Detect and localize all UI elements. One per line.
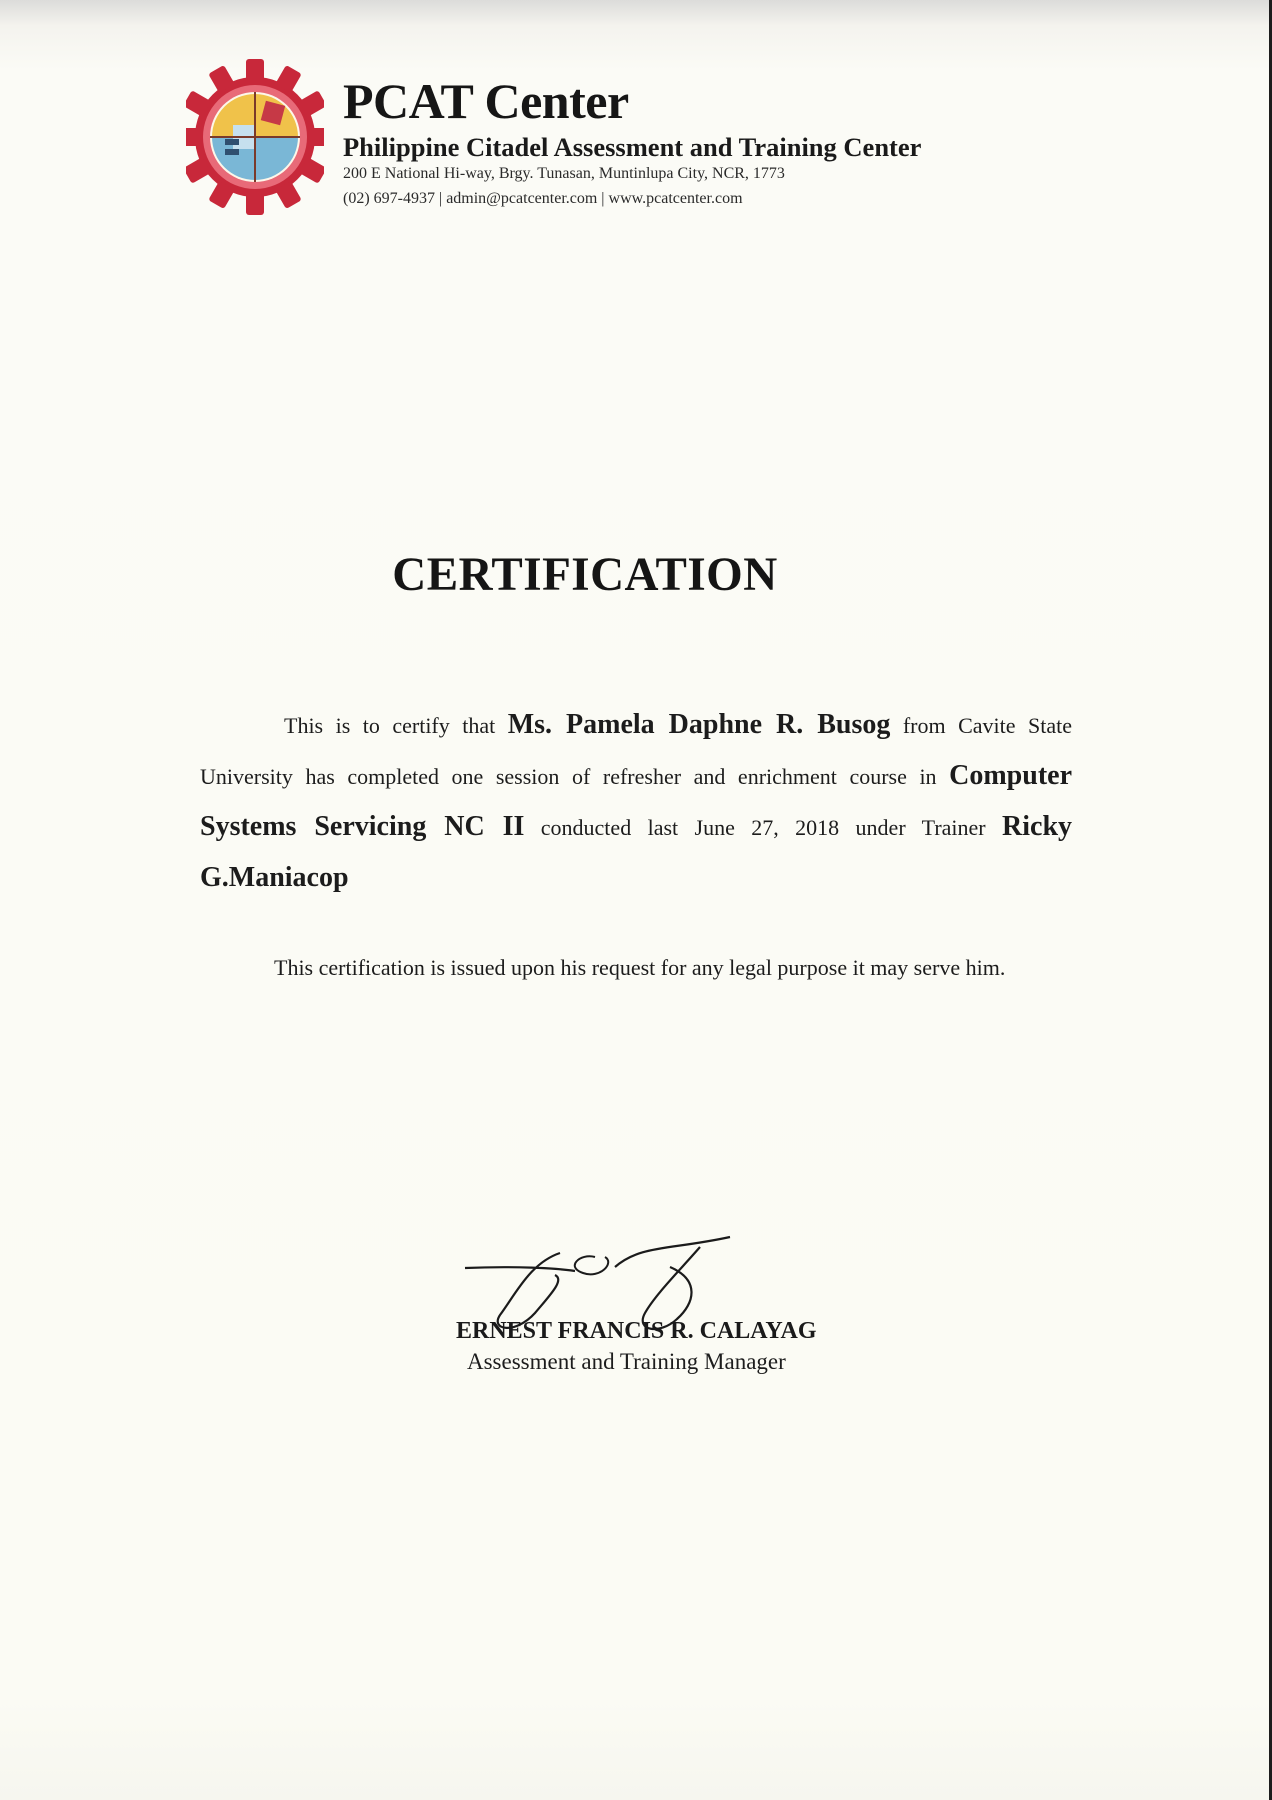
gear-seal-icon — [186, 58, 324, 216]
org-contact: (02) 697-4937 | admin@pcatcenter.com | www.pcatcenter.com — [343, 190, 743, 207]
intro-text: This is to certify that — [284, 713, 496, 738]
letterhead — [186, 58, 1086, 218]
course-name: Computer Systems Servicing NC II — [200, 760, 1073, 842]
org-address: 200 E National Hi-way, Brgy. Tunasan, Muntinlupa City, NCR, 1773 — [343, 165, 785, 182]
org-name: PCAT Center — [343, 73, 629, 129]
purpose-text: This certification is issued upon his request for any legal purpose it may serve him. — [274, 955, 1006, 980]
conducted-text: conducted last June 27, 2018 under Trainer — [540, 815, 986, 840]
trainer-name: Ricky G.Maniacop — [200, 811, 1073, 893]
recipient-name: Ms. Pamela Daphne R. Busog — [507, 709, 891, 740]
org-full-name: Philippine Citadel Assessment and Training Center — [343, 132, 922, 162]
document-title: CERTIFICATION — [392, 548, 778, 601]
signatory-name: ERNEST FRANCIS R. CALAYAG — [456, 1318, 817, 1344]
signatory-role: Assessment and Training Manager — [467, 1349, 786, 1374]
from-text: from Cavite State University has completed one session of refresher and enrichment course in — [200, 713, 1072, 789]
certification-paragraph — [200, 700, 1072, 904]
signature-block — [455, 1235, 855, 1385]
purpose-paragraph — [190, 943, 1072, 993]
